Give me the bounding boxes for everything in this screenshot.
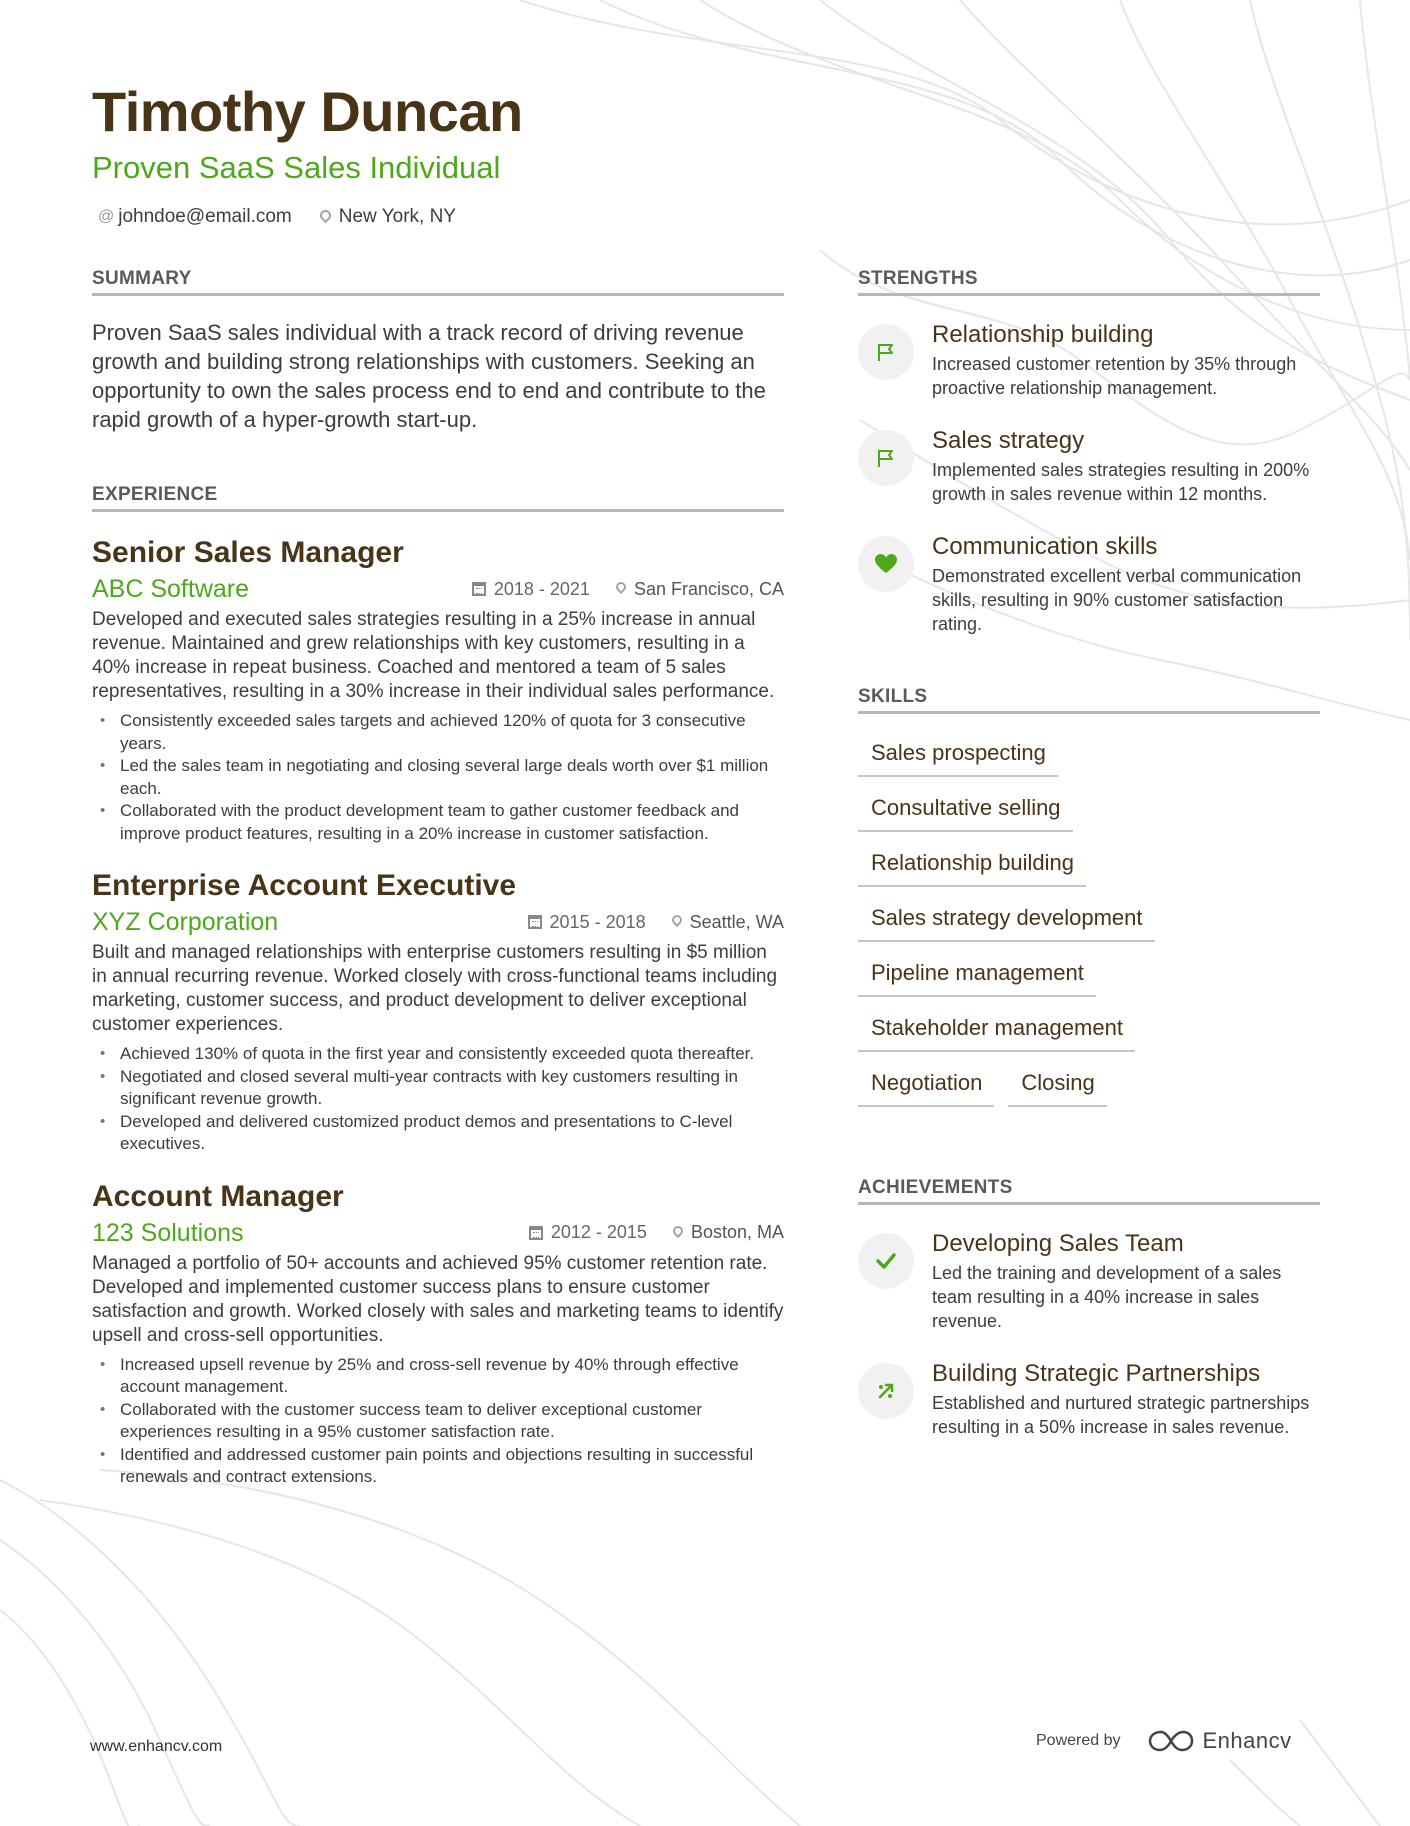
- strength-title: Sales strategy: [932, 427, 1085, 454]
- strength-description: Implemented sales strategies resulting in 200% growth in sales revenue within 12 months.: [932, 460, 1310, 504]
- skills-list: [858, 726, 1320, 1111]
- achievement-description: Led the training and development of a sales team resulting in a 40% increase in sales revenue.: [932, 1263, 1282, 1331]
- company-name: ABC Software: [92, 575, 250, 603]
- job-meta-details: [528, 912, 784, 933]
- summary-heading: SUMMARY: [92, 268, 784, 296]
- skill-tag: Relationship building: [858, 836, 1086, 887]
- job-dates: [472, 579, 590, 600]
- job-location-text: Boston, MA: [690, 1222, 784, 1242]
- achievement-description: Established and nurtured strategic partnerships resulting in a 50% increase in sales revenue.: [932, 1393, 1310, 1437]
- job-bullet: • Developed and delivered customized product demos and presentations to C-level executives.: [92, 1111, 784, 1156]
- job-title: Senior Sales Manager: [92, 536, 404, 569]
- job-bullets: [92, 710, 784, 845]
- summary-text: Proven SaaS sales individual with a track record of driving revenue growth and building strong relationships with customers. Seeking an opportunity to own the sales process end to end and contribute to the rapid growth of a hyper-growth start-up.: [92, 320, 766, 432]
- location-pin-icon: [670, 913, 684, 927]
- experience-heading: EXPERIENCE: [92, 484, 784, 512]
- strength-item: [858, 532, 1320, 636]
- job-dates-text: 2018 - 2021: [493, 578, 590, 599]
- job-bullet: • Identified and addressed customer pain points and objections resulting in successful renewals and contract extensions.: [92, 1444, 784, 1489]
- strengths-heading: STRENGTHS: [858, 268, 1320, 296]
- heart-icon: [858, 536, 914, 592]
- job-bullets: [92, 1354, 784, 1489]
- job-description: Developed and executed sales strategies resulting in a 25% increase in annual revenue. Maintained and grew relationships with key customers, resulting in a 40% increase in repeat business. Coached and mentored a team of 5 sales representatives, resulting in a 30% increase in their individual sales performance.: [92, 609, 775, 702]
- location-pin-icon: [614, 580, 628, 594]
- strength-item: [858, 320, 1320, 400]
- summary-section: [92, 268, 784, 434]
- skills-heading: SKILLS: [858, 686, 1320, 714]
- job-title: Account Manager: [92, 1179, 344, 1213]
- enhancv-brand-text: Enhancv: [1202, 1728, 1292, 1753]
- strength-description: Demonstrated excellent verbal communication skills, resulting in 90% customer satisfaction rating.: [932, 566, 1302, 634]
- email-contact[interactable]: [98, 206, 292, 228]
- location-pin-icon: [317, 207, 333, 223]
- at-icon: @: [98, 208, 115, 225]
- job-description: Built and managed relationships with enterprise customers resulting in $5 million in annual recurring revenue. Worked closely with cross-functional teams including marketing, customer success, and product development to deliver exceptional customer experiences.: [92, 942, 778, 1035]
- job-location-text: San Francisco, CA: [633, 578, 784, 599]
- job-location-text: Seattle, WA: [689, 911, 784, 932]
- calendar-icon: [472, 582, 486, 596]
- strengths-section: [858, 268, 1320, 636]
- footer-website-link[interactable]: www.enhancv.com: [90, 1738, 223, 1755]
- job-bullet: • Negotiated and closed several multi-year contracts with key customers resulting in significant revenue growth.: [92, 1066, 784, 1111]
- job-bullet: • Increased upsell revenue by 25% and cross-sell revenue by 40% through effective account management.: [92, 1354, 784, 1399]
- candidate-title: Proven SaaS Sales Individual: [92, 150, 501, 185]
- job-meta: [92, 905, 784, 939]
- job-meta-details: [529, 1222, 784, 1243]
- skill-tag: Sales prospecting: [858, 726, 1058, 777]
- job-meta: [92, 1216, 784, 1250]
- job-location: [616, 579, 784, 600]
- achievement-item: [858, 1359, 1320, 1439]
- contact-info: [92, 206, 852, 228]
- experience-section: [92, 484, 784, 1489]
- percent-icon: [858, 1363, 914, 1419]
- skill-tag: Sales strategy development: [858, 891, 1155, 942]
- enhancv-logo[interactable]: [1147, 1728, 1292, 1754]
- resume-header: [92, 78, 852, 228]
- powered-by-text: Powered by: [1036, 1732, 1121, 1749]
- achievement-item: [858, 1229, 1320, 1333]
- strength-title: Communication skills: [932, 533, 1158, 560]
- skill-tag: Negotiation: [858, 1056, 994, 1107]
- location-pin-icon: [671, 1223, 685, 1237]
- flag-icon: [858, 430, 914, 486]
- strength-description: Increased customer retention by 35% through proactive relationship management.: [932, 354, 1297, 398]
- flag-icon: [858, 324, 914, 380]
- job-entry: [92, 867, 784, 1156]
- job-title: Enterprise Account Executive: [92, 869, 517, 902]
- job-location: [673, 1222, 784, 1243]
- job-bullet: • Collaborated with the product development team to gather customer feedback and improve product features, resulting in a 20% increase in customer satisfaction.: [92, 800, 784, 845]
- achievement-title: Building Strategic Partnerships: [932, 1360, 1261, 1387]
- strength-item: [858, 426, 1320, 506]
- calendar-icon: [529, 1226, 543, 1240]
- company-name: XYZ Corporation: [92, 908, 279, 936]
- job-bullet: • Consistently exceeded sales targets and achieved 120% of quota for 3 consecutive years.: [92, 710, 784, 755]
- skill-tag: Closing: [1008, 1056, 1106, 1107]
- job-bullet: • Led the sales team in negotiating and closing several large deals worth over $1 million each.: [92, 755, 784, 800]
- achievement-title: Developing Sales Team: [932, 1230, 1184, 1257]
- strength-title: Relationship building: [932, 321, 1154, 348]
- job-bullets: [92, 1043, 784, 1156]
- left-column: [92, 268, 784, 1489]
- enhancv-logo-icon: [1147, 1728, 1195, 1754]
- job-entry: [92, 534, 784, 845]
- job-location: [672, 912, 784, 933]
- achievements-heading: ACHIEVEMENTS: [858, 1177, 1320, 1205]
- location-contact: [320, 206, 456, 228]
- footer-branding: [1036, 1728, 1292, 1754]
- location-text: New York, NY: [338, 206, 456, 227]
- skills-section: [858, 686, 1320, 1111]
- skill-tag: Consultative selling: [858, 781, 1073, 832]
- candidate-name: Timothy Duncan: [92, 80, 523, 143]
- job-bullet: • Achieved 130% of quota in the first year and consistently exceeded quota thereafter.: [92, 1043, 784, 1066]
- job-dates-text: 2012 - 2015: [550, 1222, 647, 1242]
- job-dates-text: 2015 - 2018: [549, 911, 646, 932]
- job-dates: [528, 912, 646, 933]
- skill-tag: Pipeline management: [858, 946, 1096, 997]
- job-meta: [92, 572, 784, 606]
- company-name: 123 Solutions: [92, 1218, 244, 1247]
- check-icon: [858, 1233, 914, 1289]
- job-description: Managed a portfolio of 50+ accounts and achieved 95% customer retention rate. Developed and implemented customer success plans to ensure customer satisfaction and growth. Worked closely with sales and marketing teams to identify upsell and cross-sell opportunities.: [92, 1252, 784, 1346]
- calendar-icon: [528, 915, 542, 929]
- job-entry: [92, 1178, 784, 1489]
- job-bullet: • Collaborated with the customer success team to deliver exceptional customer experiences resulting in a 95% customer satisfaction rate.: [92, 1399, 784, 1444]
- job-dates: [529, 1222, 647, 1243]
- job-meta-details: [472, 579, 784, 600]
- skill-tag: Stakeholder management: [858, 1001, 1135, 1052]
- email-text: johndoe@email.com: [118, 206, 292, 227]
- right-column: [858, 268, 1320, 1439]
- achievements-section: [858, 1177, 1320, 1439]
